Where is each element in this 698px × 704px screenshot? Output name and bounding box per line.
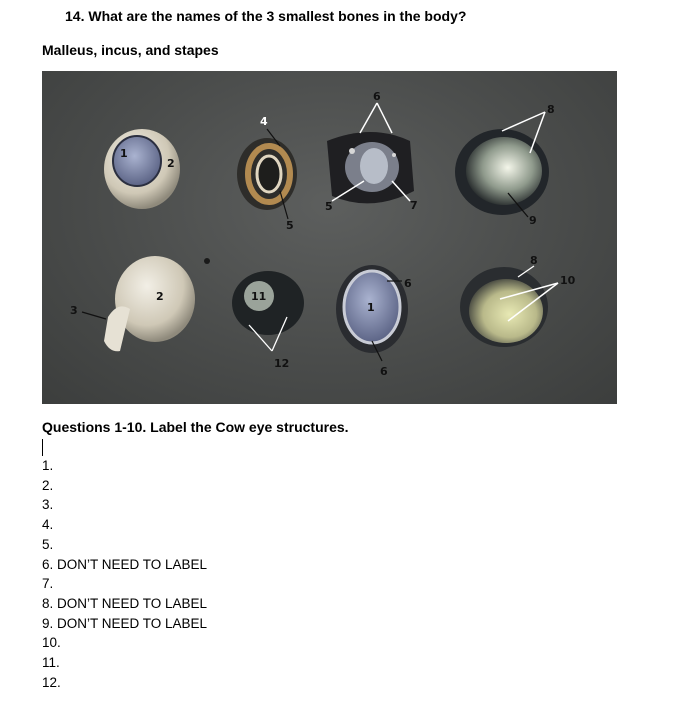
list-item[interactable]: 8. DON’T NEED TO LABEL — [42, 595, 208, 611]
specimen-choroid — [327, 103, 414, 203]
label-7: 7 — [410, 199, 418, 212]
label-2a: 2 — [167, 157, 175, 170]
label-8b: 8 — [530, 254, 538, 267]
list-item[interactable]: 7. — [42, 576, 54, 592]
question-14-answer: Malleus, incus, and stapes — [42, 42, 219, 58]
label-8a: 8 — [547, 103, 555, 116]
list-item[interactable]: 1. — [42, 458, 54, 473]
label-5b: 5 — [325, 200, 333, 213]
label-4: 4 — [260, 115, 268, 128]
list-item[interactable]: 5. — [42, 536, 54, 552]
dark-spot — [204, 258, 210, 264]
text-cursor — [42, 439, 43, 456]
specimen-tapetum — [455, 112, 549, 217]
cow-eye-photo — [42, 71, 617, 404]
label-2b: 2 — [156, 290, 164, 303]
label-6b: 6 — [404, 277, 412, 290]
question-14: 14. What are the names of the 3 smallest bones in the body? — [65, 8, 467, 24]
questions-heading: Questions 1-10. Label the Cow eye structures. — [42, 419, 349, 435]
label-12: 12 — [274, 357, 290, 370]
list-item[interactable]: 3. — [42, 497, 54, 513]
list-item[interactable]: 2. — [42, 477, 54, 493]
specimen-retina-cup — [460, 266, 558, 347]
label-1b: 1 — [367, 301, 375, 314]
label-6a: 6 — [373, 90, 381, 103]
label-9: 9 — [529, 214, 537, 227]
list-item[interactable]: 10. — [42, 635, 61, 651]
label-6c: 6 — [380, 365, 388, 378]
specimen-whole-eye-back — [82, 256, 195, 351]
label-10: 10 — [560, 274, 576, 287]
specimen-vitreous — [232, 271, 304, 351]
specimen-cross-section — [237, 129, 297, 219]
answer-list — [42, 456, 207, 692]
list-item[interactable]: 4. — [42, 517, 54, 533]
list-item[interactable]: 12. — [42, 674, 61, 690]
list-item[interactable]: 9. DON’T NEED TO LABEL — [42, 615, 208, 631]
list-item[interactable]: 11. — [42, 655, 60, 671]
label-5a: 5 — [286, 219, 294, 232]
label-11: 11 — [251, 290, 267, 303]
label-3: 3 — [70, 304, 78, 317]
list-item[interactable]: 6. DON’T NEED TO LABEL — [42, 556, 208, 572]
label-1a: 1 — [120, 147, 128, 160]
